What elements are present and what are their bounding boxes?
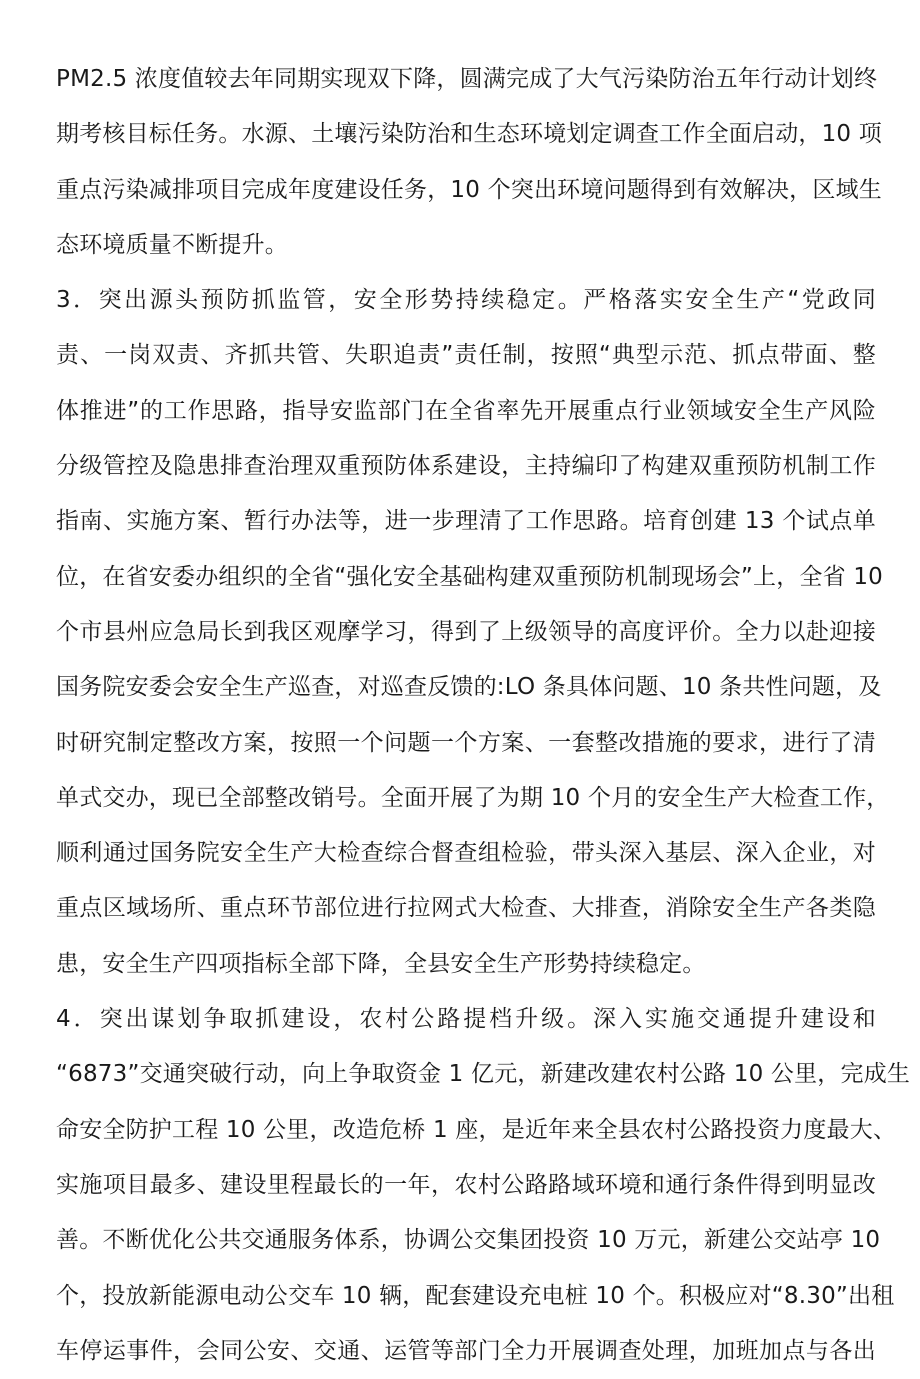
text-line: 个，投放新能源电动公交车 10 辆，配套建设充电桩 10 个。积极应对“8.30”出租 <box>56 1282 895 1309</box>
document-page <box>56 52 911 1379</box>
text-line: 3．突出源头预防抓监管，安全形势持续稳定。严格落实安全生产“党政同 <box>56 287 876 314</box>
text-line: 顺利通过国务院安全生产大检查综合督查组检验，带头深入基层、深入企业，对 <box>56 840 876 867</box>
text-line: 指南、实施方案、暂行办法等，进一步理清了工作思路。培育创建 13 个试点单 <box>56 508 876 535</box>
text-line: 个市县州应急局长到我区观摩学习，得到了上级领导的高度评价。全力以赴迎接 <box>56 618 876 645</box>
text-line: 体推进”的工作思路，指导安监部门在全省率先开展重点行业领域安全生产风险 <box>56 397 876 424</box>
text-line: 国务院安委会安全生产巡查，对巡查反馈的:LO 条具体问题、10 条共性问题，及 <box>56 674 882 701</box>
text-line: “6873”交通突破行动，向上争取资金 1 亿元，新建改建农村公路 10 公里，完成生 <box>56 1061 911 1088</box>
text-line: 命安全防护工程 10 公里，改造危桥 1 座，是近年来全县农村公路投资力度最大、 <box>56 1116 897 1143</box>
text-line: 位，在省安委办组织的全省“强化安全基础构建双重预防机制现场会”上，全省 10 <box>56 563 884 590</box>
text-line: 分级管控及隐患排查治理双重预防体系建设，主持编印了构建双重预防机制工作 <box>56 453 876 480</box>
text-line: 车停运事件，会同公安、交通、运管等部门全力开展调查处理，加班加点与各出 <box>56 1337 876 1364</box>
text-line: 时研究制定整改方案，按照一个问题一个方案、一套整改措施的要求，进行了清 <box>56 729 876 756</box>
text-line: 重点污染减排项目完成年度建设任务，10 个突出环境问题得到有效解决，区域生 <box>56 176 882 203</box>
text-line: 4．突出谋划争取抓建设，农村公路提档升级。深入实施交通提升建设和 <box>56 1006 876 1033</box>
text-line: 患，安全生产四项指标全部下降，全县安全生产形势持续稳定。 <box>56 950 706 977</box>
text-line: 重点区域场所、重点环节部位进行拉网式大检查、大排查，消除安全生产各类隐 <box>56 895 876 922</box>
text-line: 期考核目标任务。水源、土壤污染防治和生态环境划定调查工作全面启动，10 项 <box>56 121 882 148</box>
text-line: 责、一岗双责、齐抓共管、失职追责”责任制，按照“典型示范、抓点带面、整 <box>56 342 876 369</box>
paragraph-transport <box>56 992 911 1379</box>
text-line: PM2.5 浓度值较去年同期实现双下降，圆满完成了大气污染防治五年行动计划终 <box>56 66 878 92</box>
paragraph-safety <box>56 273 890 992</box>
paragraph-environment <box>56 52 882 273</box>
text-line: 善。不断优化公共交通服务体系，协调公交集团投资 10 万元，新建公交站亭 10 <box>56 1227 881 1254</box>
text-line: 单式交办，现已全部整改销号。全面开展了为期 10 个月的安全生产大检查工作， <box>56 784 890 811</box>
text-line: 实施项目最多、建设里程最长的一年，农村公路路域环境和通行条件得到明显改 <box>56 1171 876 1198</box>
text-line: 态环境质量不断提升。 <box>56 231 288 258</box>
